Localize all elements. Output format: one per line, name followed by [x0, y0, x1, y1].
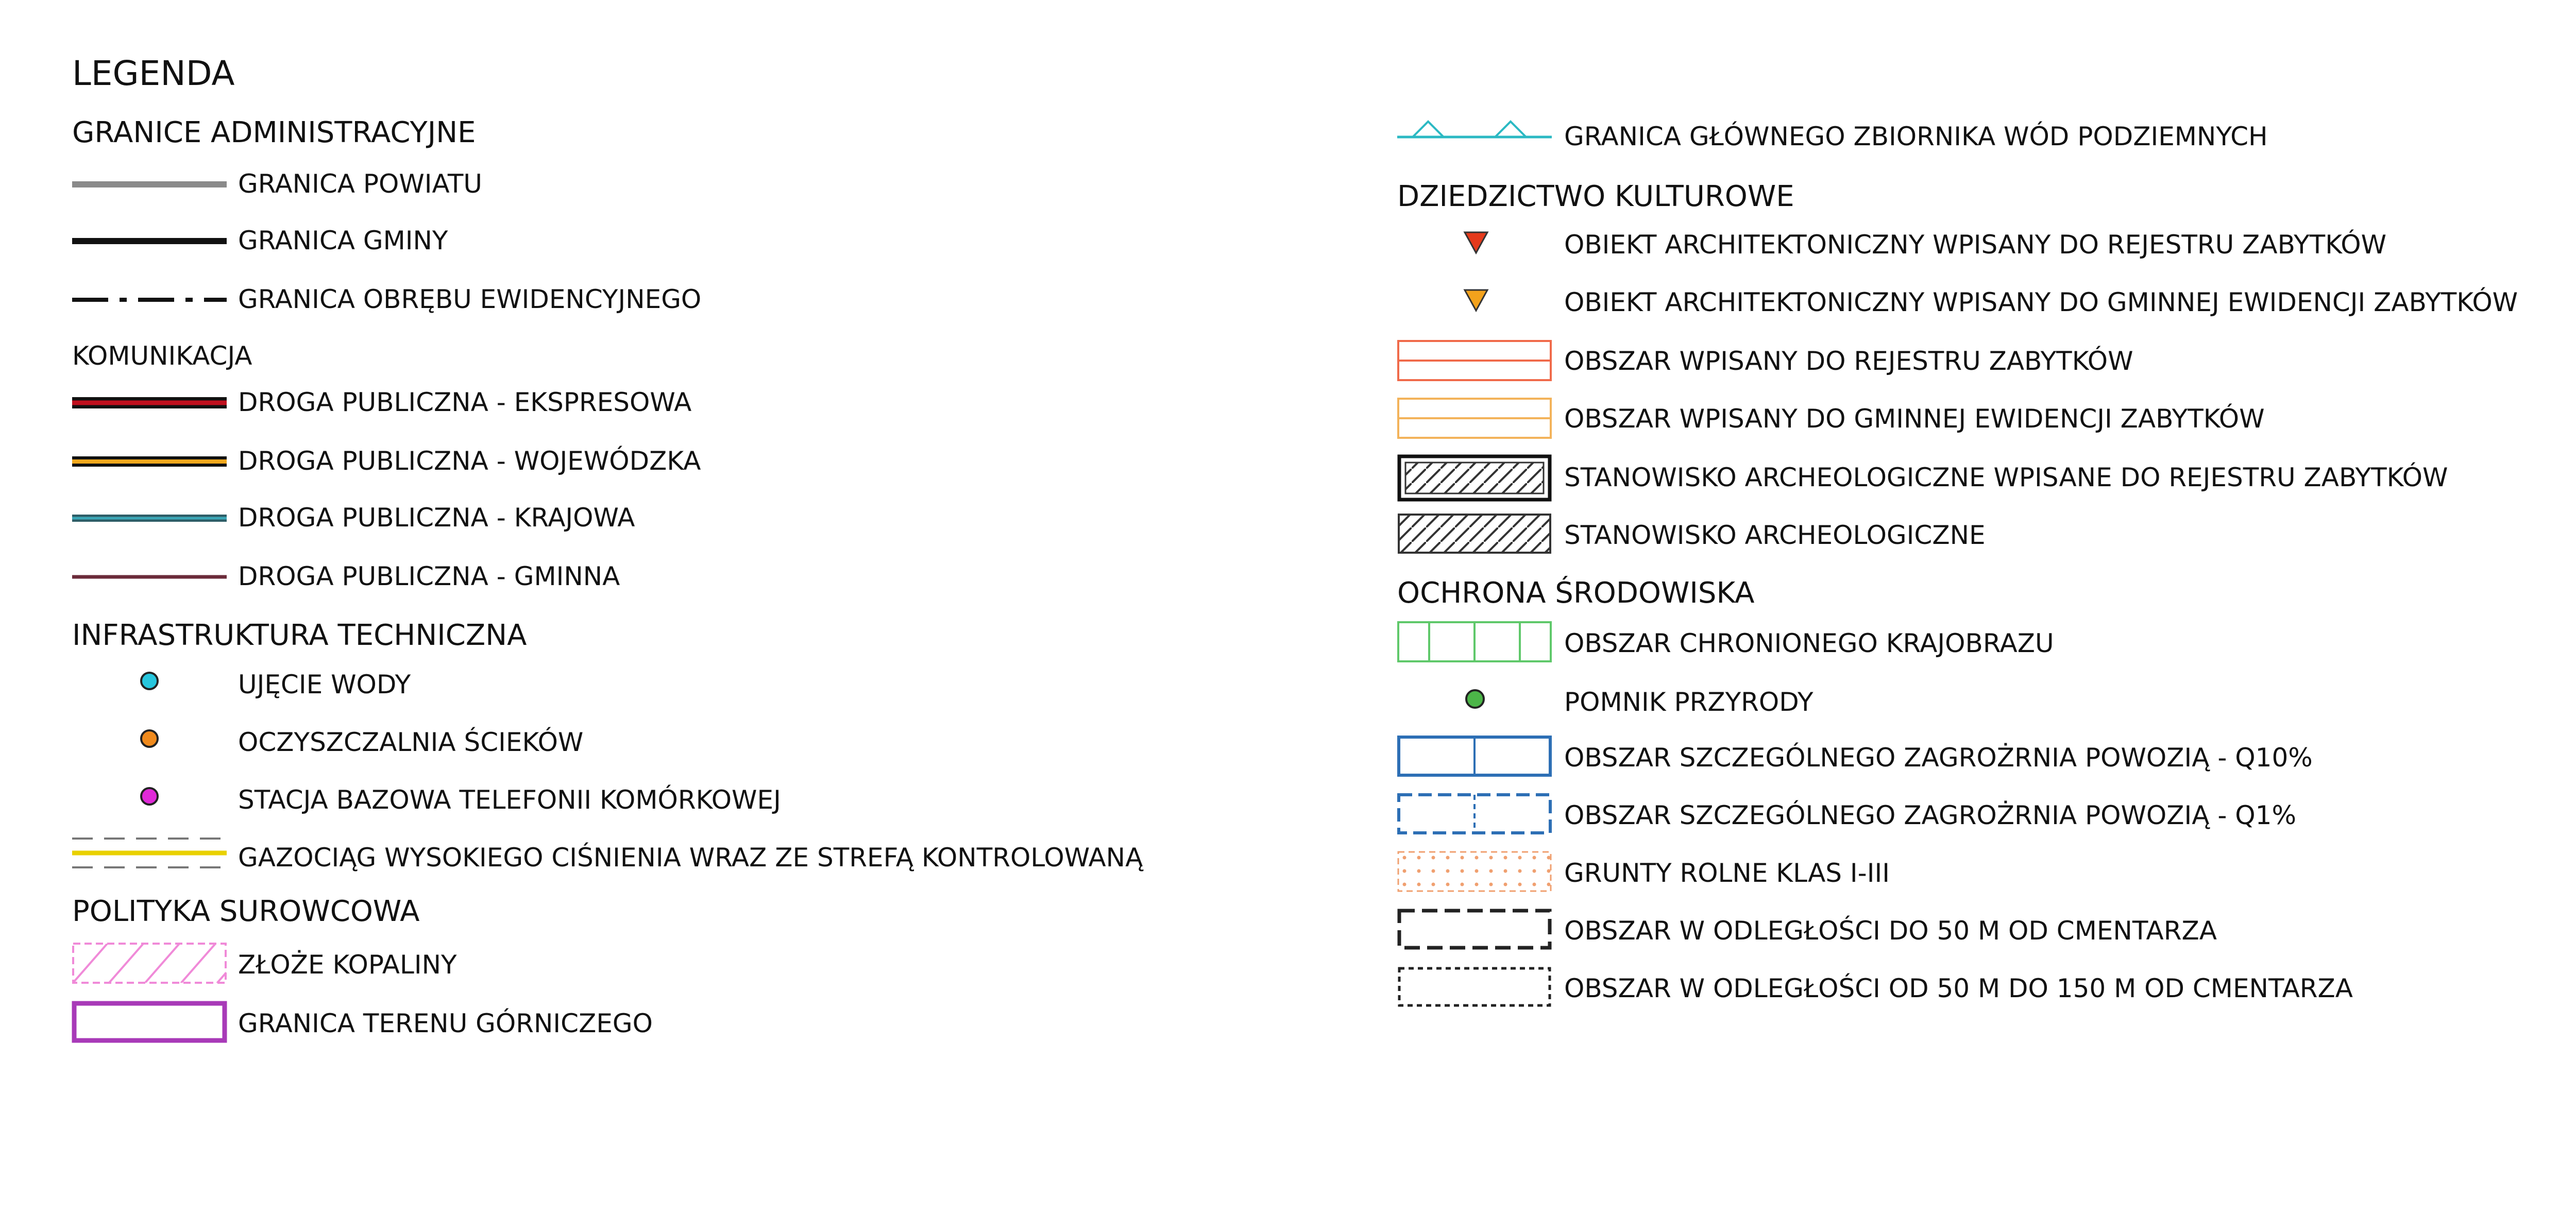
legend-label-oczyszczalnia: OCZYSZCZALNIA ŚCIEKÓW	[238, 727, 584, 757]
road-national-symbol	[72, 513, 227, 523]
legend-label-obszar-ewidencja: OBSZAR WPISANY DO GMINNEJ EWIDENCJI ZABYTKÓW	[1564, 404, 2265, 434]
cemetery-50m-symbol	[1397, 909, 1552, 950]
legend-label-pomnik: POMNIK PRZYRODY	[1564, 687, 1814, 717]
legend-label-granica-obrebu: GRANICA OBRĘBU EWIDENCYJNEGO	[238, 284, 702, 314]
legend-label-cmentarz-50: OBSZAR W ODLEGŁOŚCI DO 50 M OD CMENTARZA	[1564, 916, 2217, 946]
groundwater-boundary-symbol	[1397, 116, 1552, 140]
water-intake-icon	[140, 672, 159, 690]
legend-label-gazociag: GAZOCIĄG WYSOKIEGO CIŚNIENIA WRAZ ZE STREFĄ KONTROLOWANĄ	[238, 843, 1143, 873]
legend-label-cmentarz-150: OBSZAR W ODLEGŁOŚCI OD 50 M DO 150 M OD CMENTARZA	[1564, 973, 2353, 1003]
legend-label-granica-gminy: GRANICA GMINY	[238, 226, 448, 255]
municipal-area-symbol	[1397, 398, 1552, 439]
boundary-powiat-symbol	[72, 179, 227, 190]
boundary-gmina-symbol	[72, 236, 227, 246]
flood-q10-symbol	[1397, 736, 1552, 777]
legend-label-granica-powiatu: GRANICA POWIATU	[238, 169, 482, 199]
municipal-monument-icon	[1463, 288, 1489, 312]
legend-label-q1: OBSZAR SZCZEGÓLNEGO ZAGROŻRNIA POWOZIĄ - Q1%	[1564, 800, 2296, 830]
legend-label-droga-gminna: DROGA PUBLICZNA - GMINNA	[238, 561, 620, 591]
sewage-plant-icon	[140, 729, 159, 748]
mining-area-symbol	[72, 1001, 227, 1043]
legend-label-q10: OBSZAR SZCZEGÓLNEGO ZAGROŻRNIA POWOZIĄ - Q10%	[1564, 743, 2313, 773]
boundary-obreb-symbol	[72, 295, 227, 305]
road-voivodeship-symbol	[72, 455, 227, 468]
section-header-infrastruktura: INFRASTRUKTURA TECHNICZNA	[72, 619, 527, 652]
deposit-symbol	[72, 943, 227, 984]
farmland-symbol	[1397, 851, 1552, 892]
cemetery-150m-symbol	[1397, 966, 1552, 1007]
legend-label-obszar-rejestr: OBSZAR WPISANY DO REJESTRU ZABYTKÓW	[1564, 346, 2133, 376]
legend-label-teren-gorniczy: GRANICA TERENU GÓRNICZEGO	[238, 1009, 653, 1038]
legend-label-obiekt-ewidencja: OBIEKT ARCHITEKTONICZNY WPISANY DO GMINNEJ EWIDENCJI ZABYTKÓW	[1564, 287, 2518, 317]
legend-label-zbiornik: GRANICA GŁÓWNEGO ZBIORNIKA WÓD PODZIEMNYCH	[1564, 122, 2268, 151]
section-header-ochrona: OCHRONA ŚRODOWISKA	[1397, 576, 1755, 610]
gas-pipeline-symbol	[72, 835, 227, 872]
registered-archaeology-symbol	[1397, 454, 1552, 502]
legend-label-stanowisko: STANOWISKO ARCHEOLOGICZNE	[1564, 520, 1986, 550]
legend-label-krajobraz: OBSZAR CHRONIONEGO KRAJOBRAZU	[1564, 628, 2054, 658]
registered-monument-icon	[1463, 231, 1489, 254]
section-header-komunikacja: KOMUNIKACJA	[72, 341, 252, 371]
cell-tower-icon	[140, 787, 159, 806]
flood-q1-symbol	[1397, 793, 1552, 834]
legend-label-droga-ekspresowa: DROGA PUBLICZNA - EKSPRESOWA	[238, 387, 692, 417]
legend-label-grunty: GRUNTY ROLNE KLAS I-III	[1564, 858, 1890, 888]
nature-monument-icon	[1465, 689, 1485, 709]
legend-label-stacja-bazowa: STACJA BAZOWA TELEFONII KOMÓRKOWEJ	[238, 785, 781, 815]
legend-label-droga-wojewodzka: DROGA PUBLICZNA - WOJEWÓDZKA	[238, 446, 701, 476]
section-header-polityka: POLITYKA SUROWCOWA	[72, 895, 420, 928]
legend-label-stanowisko-rejestr: STANOWISKO ARCHEOLOGICZNE WPISANE DO REJESTRU ZABYTKÓW	[1564, 463, 2448, 492]
road-municipal-symbol	[72, 572, 227, 582]
legend-label-ujecie-wody: UJĘCIE WODY	[238, 670, 411, 699]
legend-title: LEGENDA	[72, 54, 235, 93]
archaeology-symbol	[1397, 513, 1552, 554]
legend-label-obiekt-rejestr: OBIEKT ARCHITEKTONICZNY WPISANY DO REJESTRU ZABYTKÓW	[1564, 230, 2387, 260]
registered-area-symbol	[1397, 340, 1552, 381]
road-express-symbol	[72, 397, 227, 409]
landscape-area-symbol	[1397, 621, 1552, 662]
section-header-granice: GRANICE ADMINISTRACYJNE	[72, 116, 476, 149]
legend-label-droga-krajowa: DROGA PUBLICZNA - KRAJOWA	[238, 503, 635, 533]
legend-label-zloze: ZŁOŻE KOPALINY	[238, 950, 457, 980]
section-header-dziedzictwo: DZIEDZICTWO KULTUROWE	[1397, 180, 1794, 213]
